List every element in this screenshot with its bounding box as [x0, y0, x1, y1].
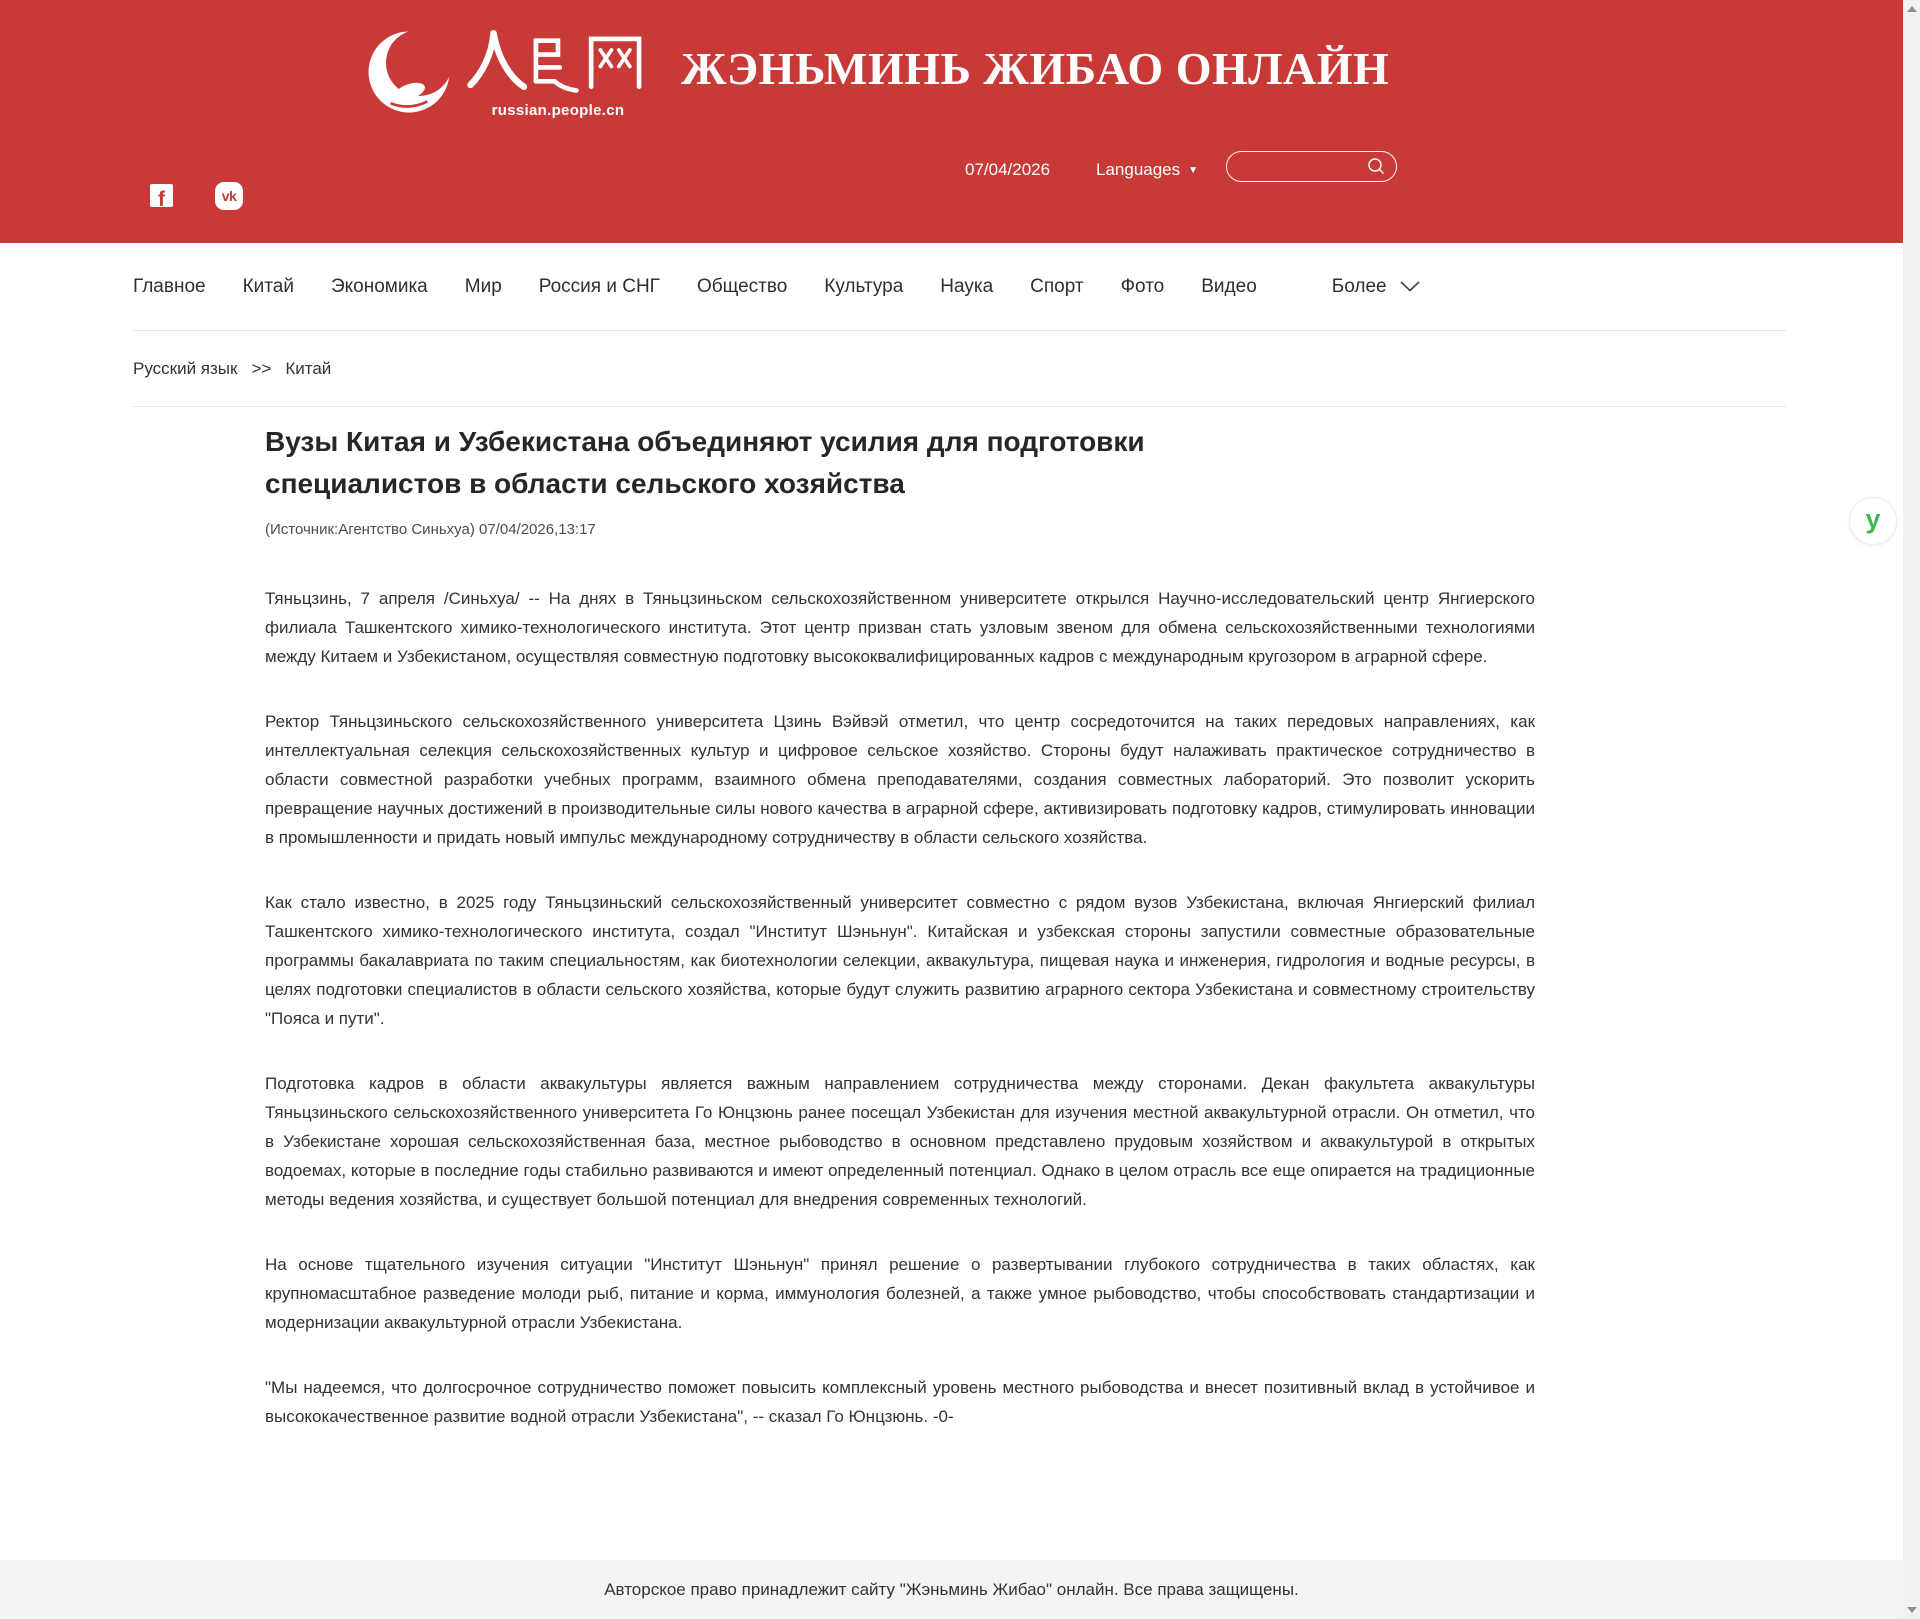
site-header [0, 0, 1920, 243]
facebook-icon[interactable]: f [150, 184, 173, 207]
logo-domain-text: russian.people.cn [491, 102, 625, 119]
article-paragraph: "Мы надеемся, что долгосрочное сотрудничество поможет повысить комплексный уровень местного рыбоводства и внесет позитивный вклад в устойчивое и высококачественное развитие водной отрасли Узбекистана", -- сказал Го Юнцзюнь. -0- [265, 1378, 1535, 1426]
article-paragraph: На основе тщательного изучения ситуации "Институт Шэньнун" принял решение о развертывании глубокого сотрудничества в таких областях, как крупномасштабное разведение молоди рыб, питание и корма, иммунология болезней, а также умное рыбоводство, чтобы способствовать стандартизации и модернизации аквакультурной отрасли Узбекистана. [265, 1255, 1535, 1332]
nav-item[interactable]: Китай [242, 275, 294, 297]
site-title: ЖЭНЬМИНЬ ЖИБАО ОНЛАЙН [681, 43, 1390, 94]
search-input[interactable] [1241, 158, 1367, 175]
scroll-up-icon[interactable] [1907, 6, 1917, 12]
breadcrumb-separator: >> [251, 358, 272, 378]
nav-item[interactable]: Главное [133, 275, 206, 297]
nav-more-label: Более [1331, 275, 1387, 297]
nav-item[interactable]: Спорт [1030, 275, 1084, 297]
copyright-text: Авторское право принадлежит сайту "Жэньминь Жибао" онлайн. Все права защищены. [604, 1579, 1299, 1599]
chevron-down-icon [1400, 276, 1420, 298]
nav-item[interactable]: Россия и СНГ [538, 275, 660, 297]
article-paragraph: Ректор Тяньцзиньского сельскохозяйственного университета Цзинь Вэйвэй отметил, что центр сосредоточится на таких передовых направлениях, как интеллектуальная селекция сельскохозяйственных культур и цифровое сельское хозяйство. Стороны будут налаживать практическое сотрудничество в области совместной разработки учебных программ, взаимного обмена преподавателями, создания совместных лабораторий. Это позволит ускорить превращение научных достижений в производительные силы нового качества в аграрной сфере, активизировать подготовку кадров, стимулировать инновации в промышленности и придать новый импульс международному сотрудничеству в области сельского хозяйства. [265, 712, 1535, 847]
nav-item[interactable]: Видео [1201, 275, 1257, 297]
article-paragraph: Как стало известно, в 2025 году Тяньцзиньский сельскохозяйственный университет совместно с рядом вузов Узбекистана, включая Янгиерский филиал Ташкентского химико-технологического института, создал "Институт Шэньнун". Китайская и узбекская стороны запустили совместные образовательные программы бакалавриата по таким специальностям, как биотехнологии селекции, аквакультура, пищевая наука и инженерия, гидрология и водные ресурсы, в целях подготовки специалистов в области сельского хозяйства, которые будут служить развитию аграрного сектора Узбекистана и совместному строительству "Пояса и пути". [265, 893, 1535, 1028]
nav-more-dropdown[interactable] [1332, 276, 1420, 298]
breadcrumb-section[interactable]: Русский язык [133, 358, 238, 378]
people-daily-chinese-logo-icon [463, 26, 653, 101]
article-paragraph: Подготовка кадров в области аквакультуры является важным направлением сотрудничества между сторонами. Декан факультета аквакультуры Тяньцзиньского сельскохозяйственного университета Го Юнцзюнь ранее посещал Узбекистан для изучения местной аквакультурной отрасли. Он отметил, что в Узбекистане хорошая сельскохозяйственная база, местное рыбоводство в основном представлено прудовым хозяйством и аквакультурой в открытых водоемах, которые в последние годы стабильно развиваются и имеют определенный потенциал. Однако в целом отрасль все еще опирается на традиционные методы ведения хозяйства, и существует большой потенциал для внедрения современных технологий. [265, 1074, 1535, 1209]
nav-item[interactable]: Экономика [330, 275, 428, 297]
nav-item[interactable]: Наука [940, 275, 994, 297]
nav-item[interactable]: Общество [696, 275, 788, 297]
people-daily-moon-icon [363, 26, 455, 118]
site-footer [0, 1560, 1903, 1619]
article-paragraph: Тяньцзинь, 7 апреля /Синьхуа/ -- На днях в Тяньцзиньском сельскохозяйственном университете открылся Научно-исследовательский центр Янгиерского филиала Ташкентского химико-технологического института. Этот центр призван стать узловым звеном для обмена сельскохозяйственными технологиями между Китаем и Узбекистаном, осуществляя совместную подготовку высококвалифицированных кадров с международным кругозором в аграрной сфере. [265, 589, 1535, 666]
main-nav [133, 243, 1786, 331]
nav-item[interactable]: Культура [824, 275, 904, 297]
article-title: Вузы Китая и Узбекистана объединяют усилия для подготовки специалистов в области сельского хозяйства [265, 426, 1145, 499]
search-box[interactable] [1226, 151, 1397, 182]
breadcrumb [133, 331, 1786, 407]
article-source-line: (Источник:Агентство Синьхуа) 07/04/2026,13:17 [265, 521, 596, 538]
languages-dropdown[interactable] [1096, 160, 1198, 180]
article [265, 407, 1535, 1431]
breadcrumb-current[interactable]: Китай [285, 358, 332, 378]
logo-block[interactable] [363, 26, 1389, 119]
nav-item[interactable]: Мир [464, 275, 502, 297]
floating-translate-widget-button[interactable] [1849, 497, 1897, 545]
article-body [265, 584, 1535, 1431]
page-scrollbar[interactable] [1903, 0, 1920, 1619]
chevron-down-icon: ▼ [1188, 165, 1199, 176]
nav-item[interactable]: Фото [1120, 275, 1165, 297]
widget-y-icon: y [1865, 503, 1881, 534]
languages-label: Languages [1096, 160, 1181, 179]
vk-icon[interactable]: vk [215, 182, 243, 210]
search-icon[interactable] [1367, 157, 1386, 176]
scroll-down-icon[interactable] [1907, 1607, 1917, 1613]
nav-list [133, 276, 1257, 298]
header-date: 07/04/2026 [965, 160, 1051, 179]
